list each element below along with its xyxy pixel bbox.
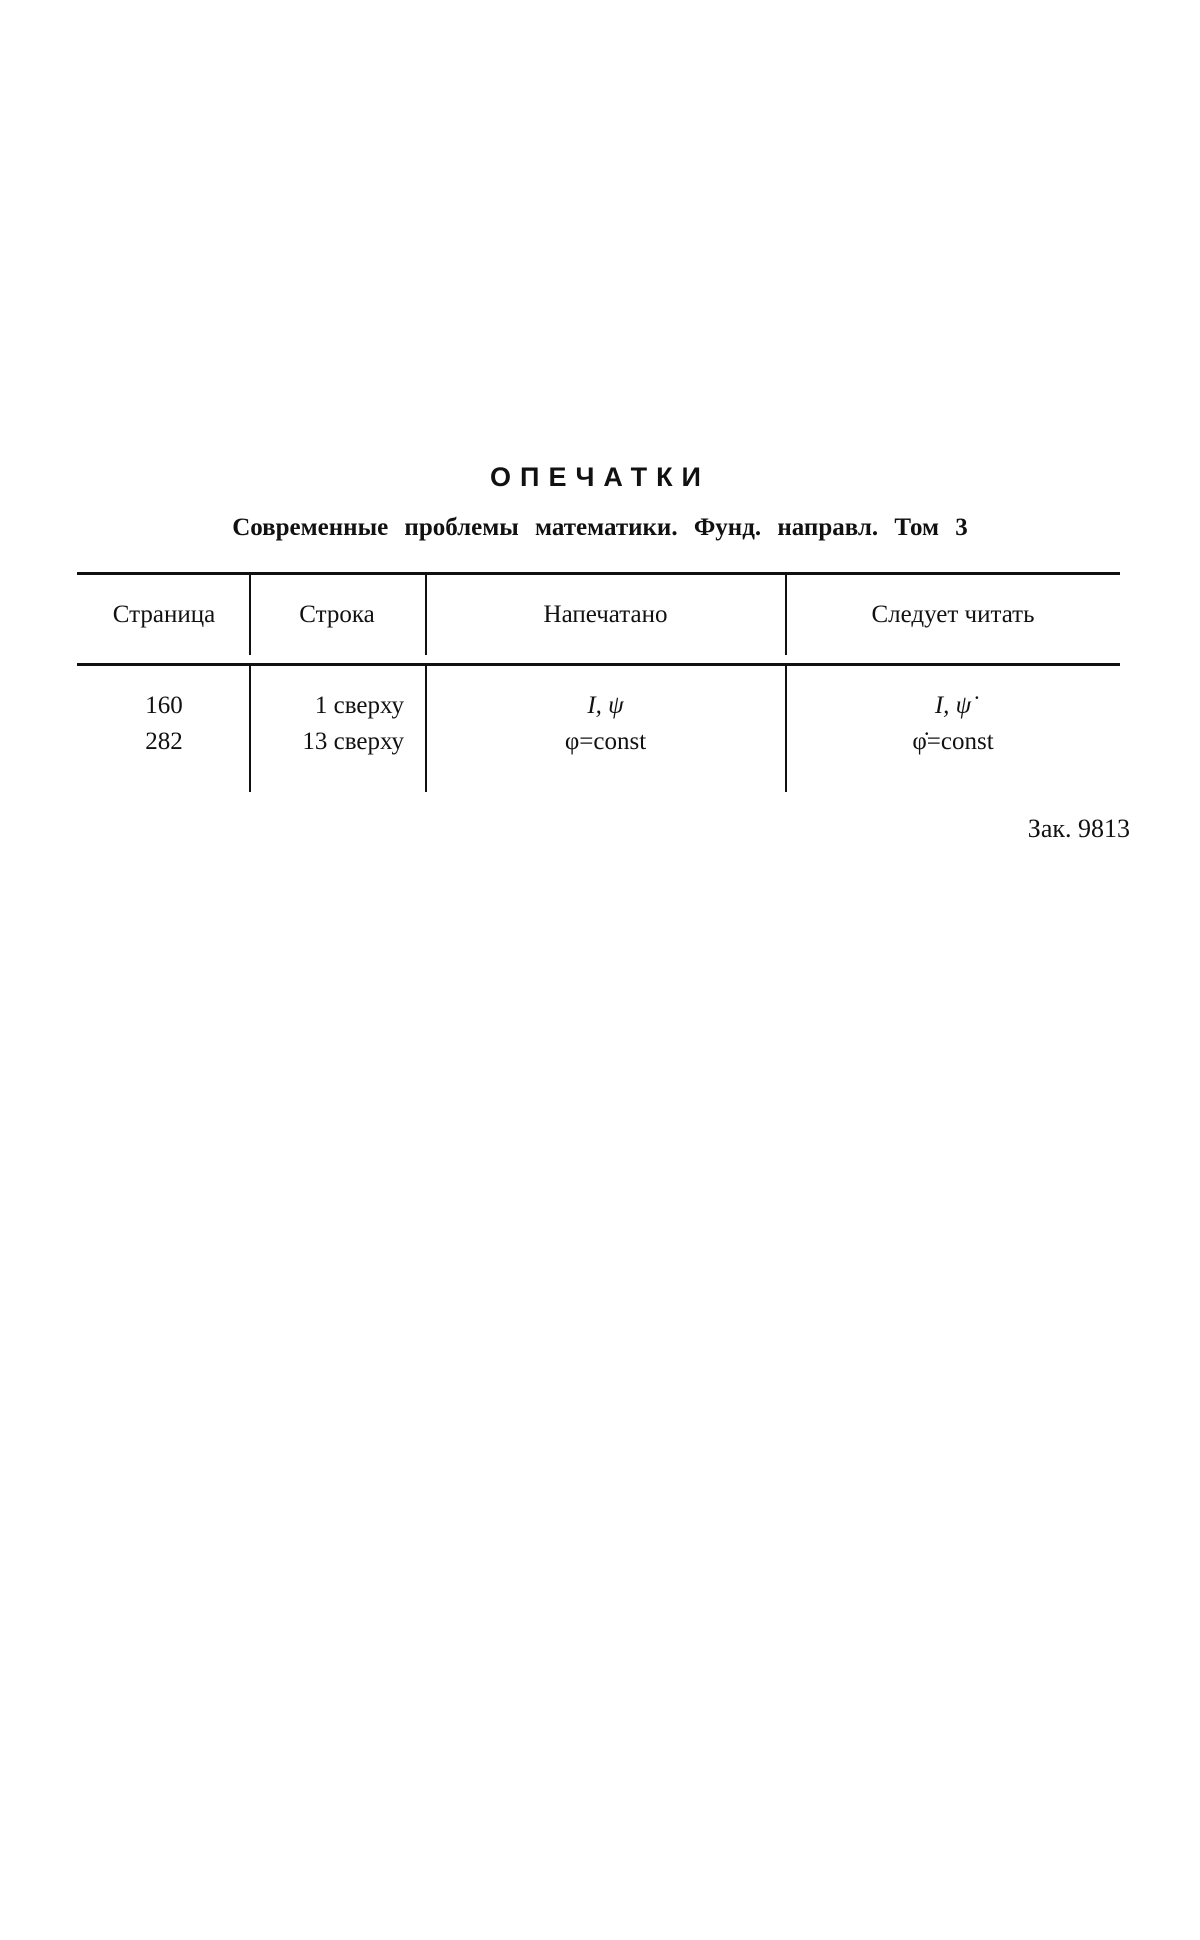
row2-printed: φ=const [564,728,647,755]
column-divider [249,575,251,655]
page-title: ОПЕЧАТКИ [490,462,710,492]
header-page: Страница [112,601,216,628]
column-divider [785,666,787,792]
header-should-read: Следует читать [871,601,1035,628]
row1-should-read: I, ψ̇ [934,692,972,719]
row2-line: 13 сверху [302,728,404,755]
column-divider [249,666,251,792]
order-number: Зак. 9813 [1027,814,1130,843]
table-top-rule [77,572,1120,575]
row1-printed: I, ψ [587,692,624,719]
column-divider [785,575,787,655]
row2-should-read: φ̇=const [912,728,994,755]
publication-subtitle: Современные проблемы математики. Фунд. направл. Том 3 [232,514,968,541]
row1-line: 1 сверху [314,692,404,719]
header-printed: Напечатано [543,601,668,628]
table-header-rule [77,663,1120,666]
row1-page: 160 [145,692,183,719]
column-divider [425,666,427,792]
column-divider [425,575,427,655]
header-line: Строка [299,601,375,628]
row2-page: 282 [145,728,183,755]
